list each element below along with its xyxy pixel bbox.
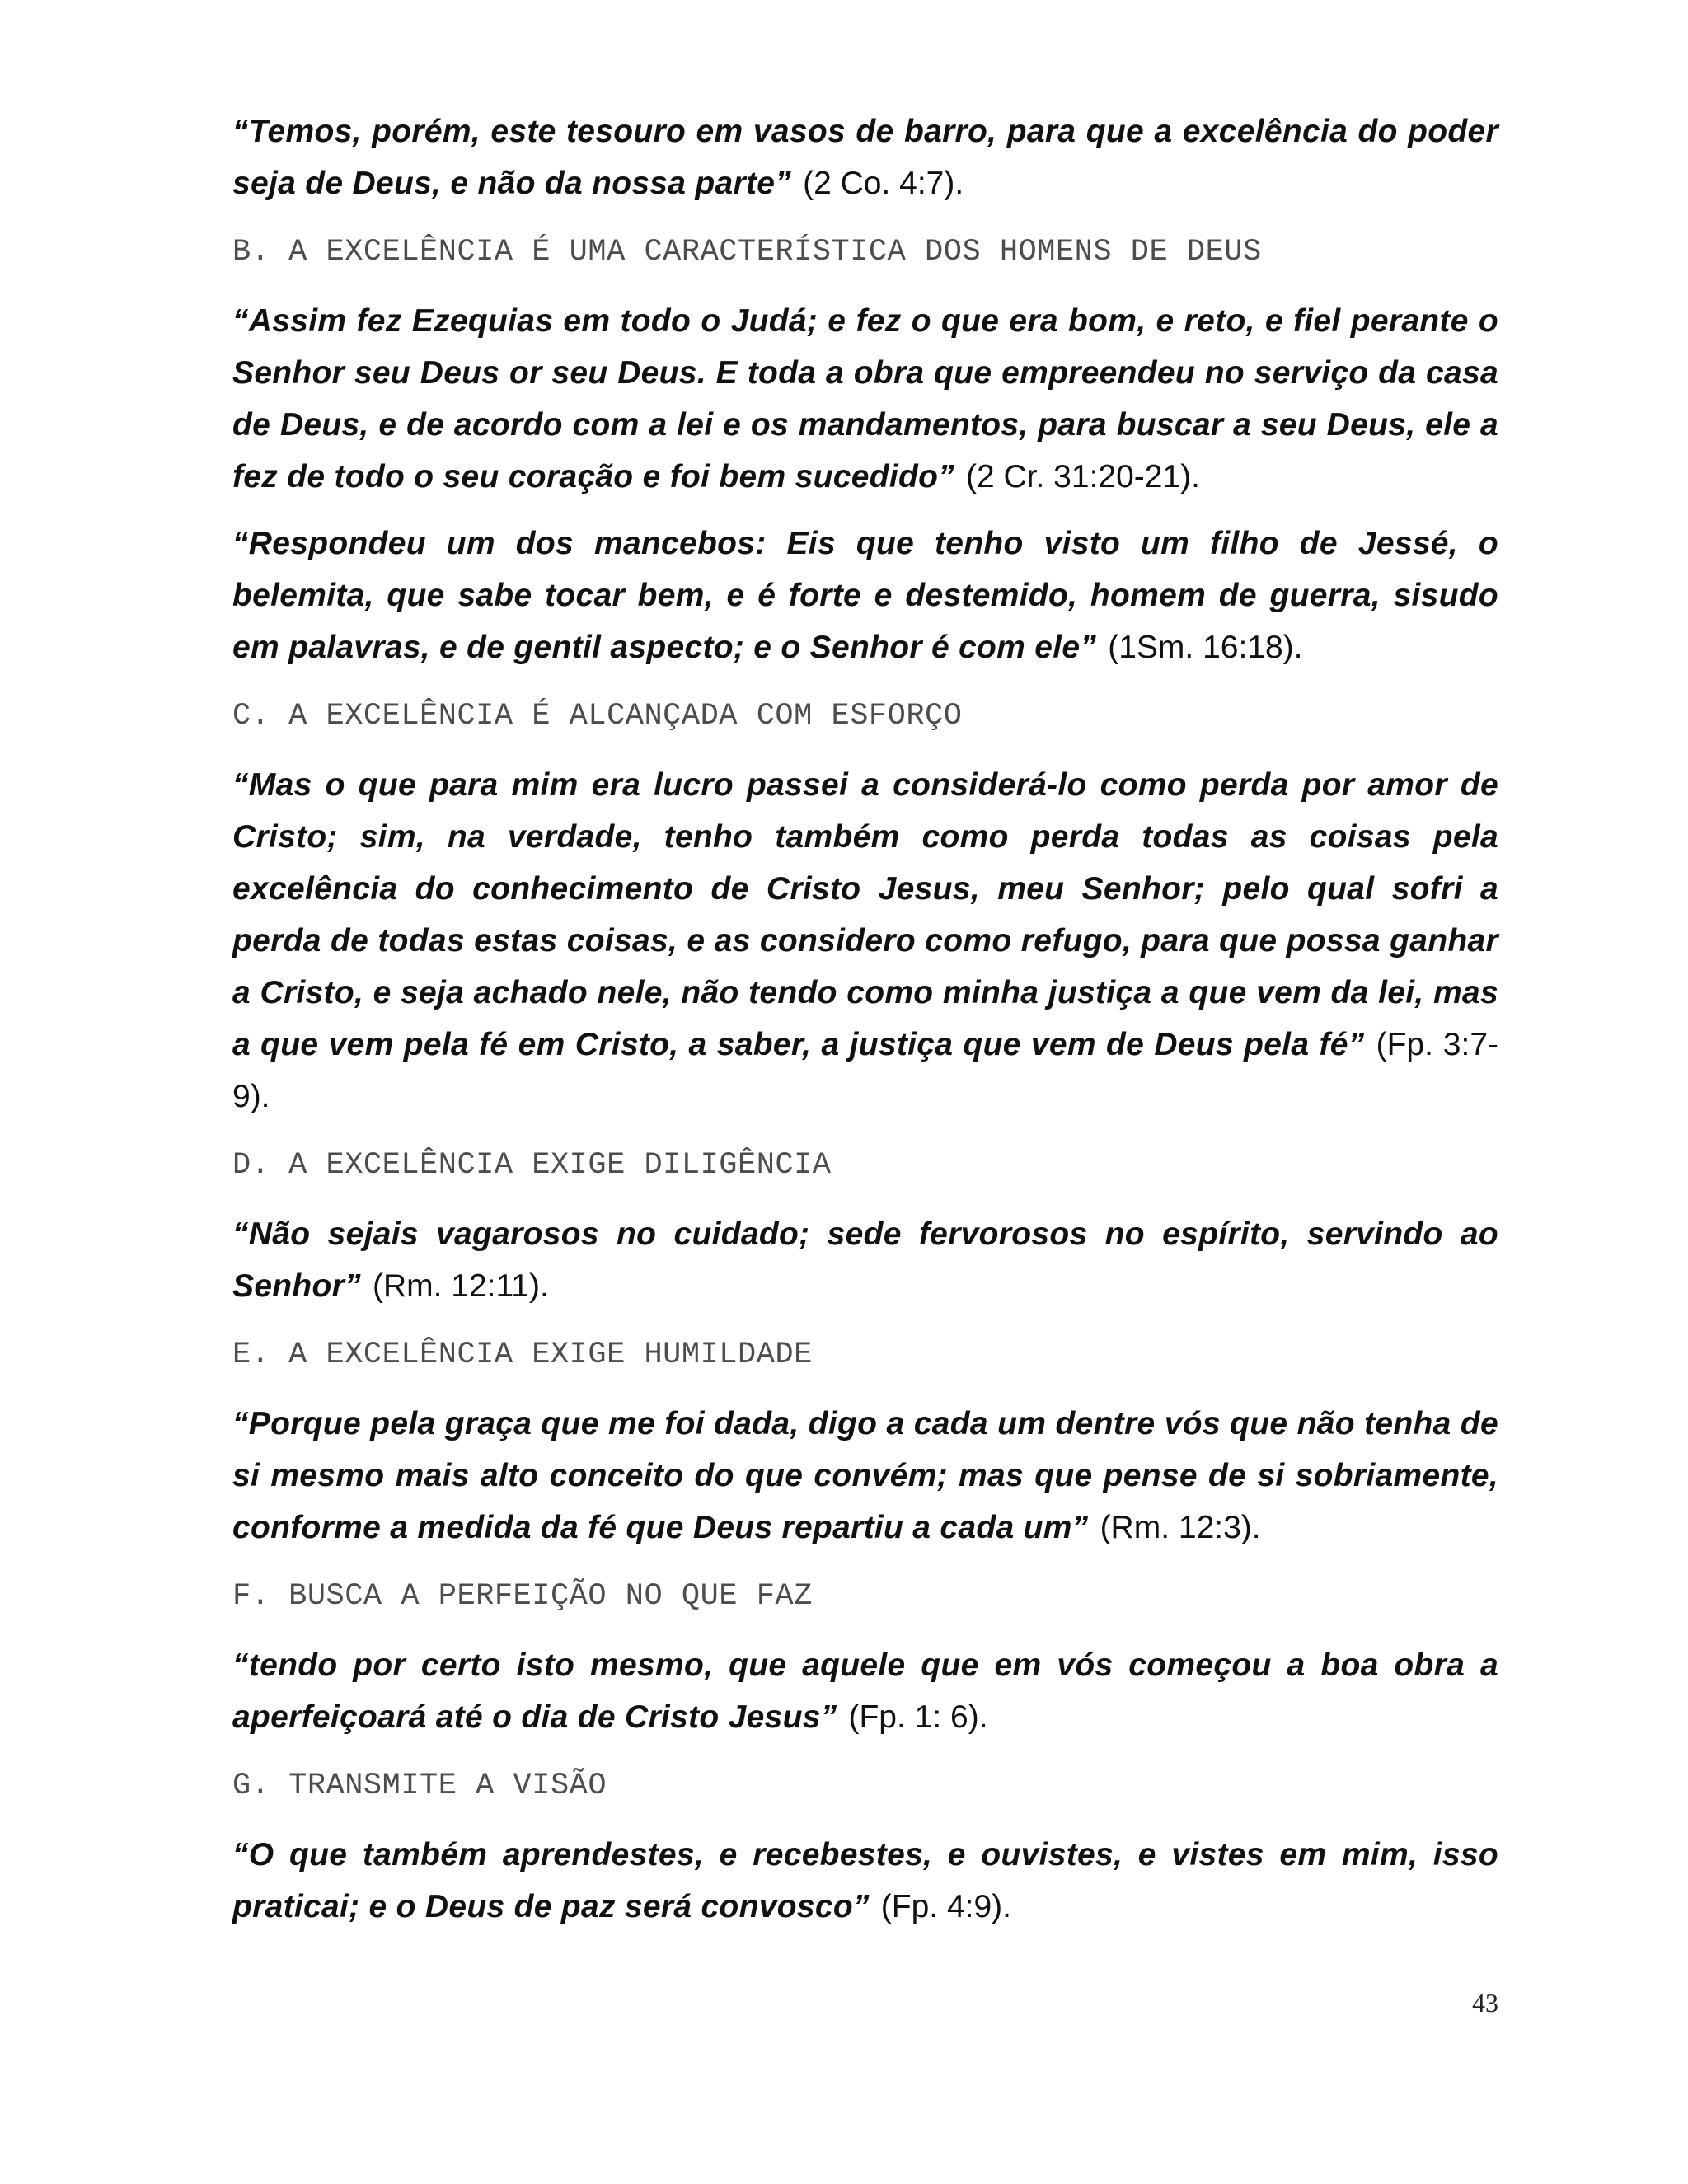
scripture-reference: (Fp. 4:9). (880, 1889, 1011, 1924)
scripture-quote (232, 295, 1498, 503)
scripture-quote (232, 1398, 1498, 1554)
section-heading: G. TRANSMITE A VISÃO (232, 1769, 607, 1803)
quote-text: “Temos, porém, este tesouro em vasos de barro, para que a excelência do poder seja de Deus, e não da nossa parte” (232, 114, 1498, 201)
scripture-quote (232, 1208, 1498, 1312)
scripture-reference: (Fp. 3:7-9). (232, 1027, 1498, 1114)
scripture-reference: (Rm. 12:11). (372, 1268, 549, 1304)
document-body (232, 105, 1498, 1947)
scripture-reference: (Rm. 12:3). (1100, 1510, 1261, 1545)
quote-text: “tendo por certo isto mesmo, que aquele que em vós começou a boa obra a aperfeiçoará até o dia de Cristo Jesus” (232, 1647, 1498, 1735)
scripture-quote (232, 1829, 1498, 1933)
scripture-reference: (1Sm. 16:18). (1108, 630, 1303, 665)
scripture-reference: (2 Cr. 31:20-21). (966, 459, 1200, 494)
scripture-quote (232, 759, 1498, 1122)
section-heading: C. A EXCELÊNCIA É ALCANÇADA COM ESFORÇO (232, 699, 963, 733)
section-heading: E. A EXCELÊNCIA EXIGE HUMILDADE (232, 1338, 813, 1372)
quote-text: “Mas o que para mim era lucro passei a considerá-lo como perda por amor de Cristo; sim, na verdade, tenho também como perda todas as coisas pela excelência do conhecimento de Cristo Jesus, meu Senhor; pelo qual sofri a perda de todas estas coisas, e as considero como refugo, para que possa ganhar a Cristo, e seja achado nele, não tendo como minha justiça a que vem da lei, mas a que vem pela fé em Cristo, a saber, a justiça que vem de Deus pela fé” (232, 767, 1498, 1062)
scripture-reference: (Fp. 1: 6). (848, 1699, 988, 1735)
section-heading: B. A EXCELÊNCIA É UMA CARACTERÍSTICA DOS HOMENS DE DEUS (232, 235, 1262, 269)
scripture-quote (232, 1639, 1498, 1743)
quote-text: “Assim fez Ezequias em todo o Judá; e fez o que era bom, e reto, e fiel perante o Senhor seu Deus or seu Deus. E toda a obra que empreendeu no serviço da casa de Deus, e de acordo com a lei e os mandamentos, para buscar a seu Deus, ele a fez de todo o seu coração e foi bem sucedido” (232, 303, 1498, 494)
scripture-reference: (2 Co. 4:7). (803, 166, 964, 201)
page-number: 43 (1472, 1988, 1498, 2018)
quote-text: “O que também aprendestes, e recebestes, e ouvistes, e vistes em mim, isso praticai; e o Deus de paz será convosco” (232, 1837, 1498, 1924)
section-heading: D. A EXCELÊNCIA EXIGE DILIGÊNCIA (232, 1148, 832, 1183)
section-heading: F. BUSCA A PERFEIÇÃO NO QUE FAZ (232, 1579, 813, 1614)
quote-text: “Porque pela graça que me foi dada, digo a cada um dentre vós que não tenha de si mesmo mais alto conceito do que convém; mas que pense de si sobriamente, conforme a medida da fé que Deus repartiu a cada um” (232, 1406, 1498, 1545)
quote-text: “Não sejais vagarosos no cuidado; sede fervorosos no espírito, servindo ao Senhor” (232, 1216, 1498, 1304)
scripture-quote (232, 105, 1498, 209)
scripture-quote (232, 518, 1498, 673)
quote-text: “Respondeu um dos mancebos: Eis que tenho visto um filho de Jessé, o belemita, que sabe tocar bem, e é forte e destemido, homem de guerra, sisudo em palavras, e de gentil aspecto; e o Senhor é com ele” (232, 526, 1498, 665)
